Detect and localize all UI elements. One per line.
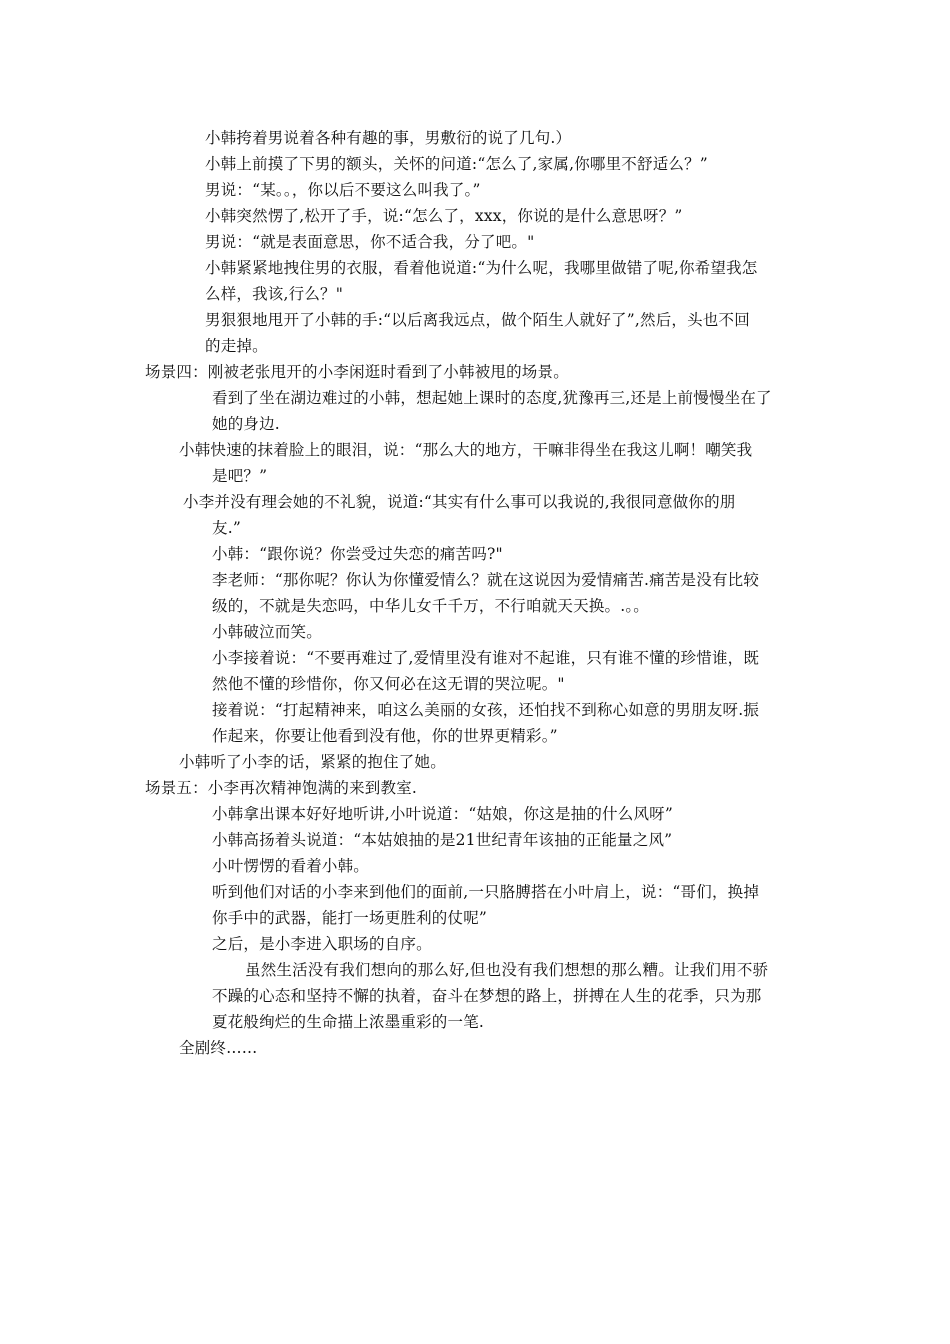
text-line: 夏花般绚烂的生命描上浓墨重彩的一笔. bbox=[212, 1013, 485, 1031]
text-line: 作起来，你要让他看到没有他，你的世界更精彩。” bbox=[212, 727, 558, 745]
text-line: 不躁的心态和坚持不懈的执着，奋斗在梦想的路上，拼搏在人生的花季，只为那 bbox=[212, 987, 762, 1005]
text-line: 级的，不就是失恋吗，中华儿女千千万，不行咱就天天换。.。。 bbox=[212, 597, 649, 615]
text-line: 小韩听了小李的话，紧紧的抱住了她。 bbox=[179, 753, 446, 771]
text-line: 是吧？” bbox=[212, 467, 268, 485]
scene-heading: 场景五：小李再次精神饱满的来到教室. bbox=[145, 779, 418, 797]
text-line: 的走掉。 bbox=[205, 337, 268, 355]
text-line: 小韩快速的抹着脸上的眼泪，说：“那么大的地方，干嘛非得坐在我这儿啊！嘲笑我 bbox=[179, 441, 753, 459]
text-line: 小李接着说：“不要再难过了,爱情里没有谁对不起谁，只有谁不懂的珍惜谁，既 bbox=[212, 649, 760, 667]
text-line: 小韩突然愣了,松开了手，说:“怎么了，xxx，你说的是什么意思呀？” bbox=[205, 207, 683, 225]
text-line: 小韩紧紧地拽住男的衣服，看着他说道:“为什么呢，我哪里做错了呢,你希望我怎 bbox=[205, 259, 758, 277]
text-line: 小韩上前摸了下男的额头，关怀的问道:“怎么了,家属,你哪里不舒适么？” bbox=[205, 155, 708, 173]
text-line: 男狠狠地甩开了小韩的手:“以后离我远点，做个陌生人就好了”,然后，头也不回 bbox=[205, 311, 750, 329]
text-line: 小韩：“跟你说？你尝受过失恋的痛苦吗?" bbox=[212, 545, 503, 563]
text-line: 然他不懂的珍惜你，你又何必在这无谓的哭泣呢。" bbox=[212, 675, 565, 693]
text-line: 小李并没有理会她的不礼貌，说道:“其实有什么事可以我说的,我很同意做你的朋 bbox=[183, 493, 736, 511]
text-line: 虽然生活没有我们想向的那么好,但也没有我们想想的那么糟。让我们用不骄 bbox=[245, 961, 769, 979]
text-line: 小叶愣愣的看着小韩。 bbox=[212, 857, 370, 875]
text-line: 你手中的武器，能打一场更胜利的仗呢” bbox=[212, 909, 488, 927]
text-line: 接着说：“打起精神来，咱这么美丽的女孩，还怕找不到称心如意的男朋友呀.振 bbox=[212, 701, 760, 719]
text-line: 听到他们对话的小李来到他们的面前,一只胳膊搭在小叶肩上，说：“哥们，换掉 bbox=[212, 883, 760, 901]
text-line: 李老师：“那你呢？你认为你懂爱情么？就在这说因为爱情痛苦.痛苦是没有比较 bbox=[212, 571, 760, 589]
text-line: 友.” bbox=[212, 519, 241, 537]
text-line: 小韩拿出课本好好地听讲,小叶说道：“姑娘，你这是抽的什么风呀” bbox=[212, 805, 673, 823]
scene-heading: 场景四：刚被老张甩开的小李闲逛时看到了小韩被甩的场景。 bbox=[145, 363, 569, 381]
text-line: 男说：“某。。，你以后不要这么叫我了。” bbox=[205, 181, 481, 199]
closing-line: 全剧终…… bbox=[179, 1039, 258, 1057]
text-line: 小韩挎着男说着各种有趣的事，男敷衍的说了几句.） bbox=[205, 129, 572, 147]
text-line: 么样，我该,行么？" bbox=[205, 285, 344, 303]
text-line: 小韩破泣而笑。 bbox=[212, 623, 322, 641]
text-line: 之后，是小李进入职场的自序。 bbox=[212, 935, 432, 953]
text-line: 男说：“就是表面意思，你不适合我，分了吧。" bbox=[205, 233, 535, 251]
text-line: 看到了坐在湖边难过的小韩，想起她上课时的态度,犹豫再三,还是上前慢慢坐在了 bbox=[212, 389, 772, 407]
text-line: 她的身边. bbox=[212, 415, 280, 433]
text-line: 小韩高扬着头说道：“本姑娘抽的是21世纪青年该抽的正能量之风” bbox=[212, 831, 673, 849]
